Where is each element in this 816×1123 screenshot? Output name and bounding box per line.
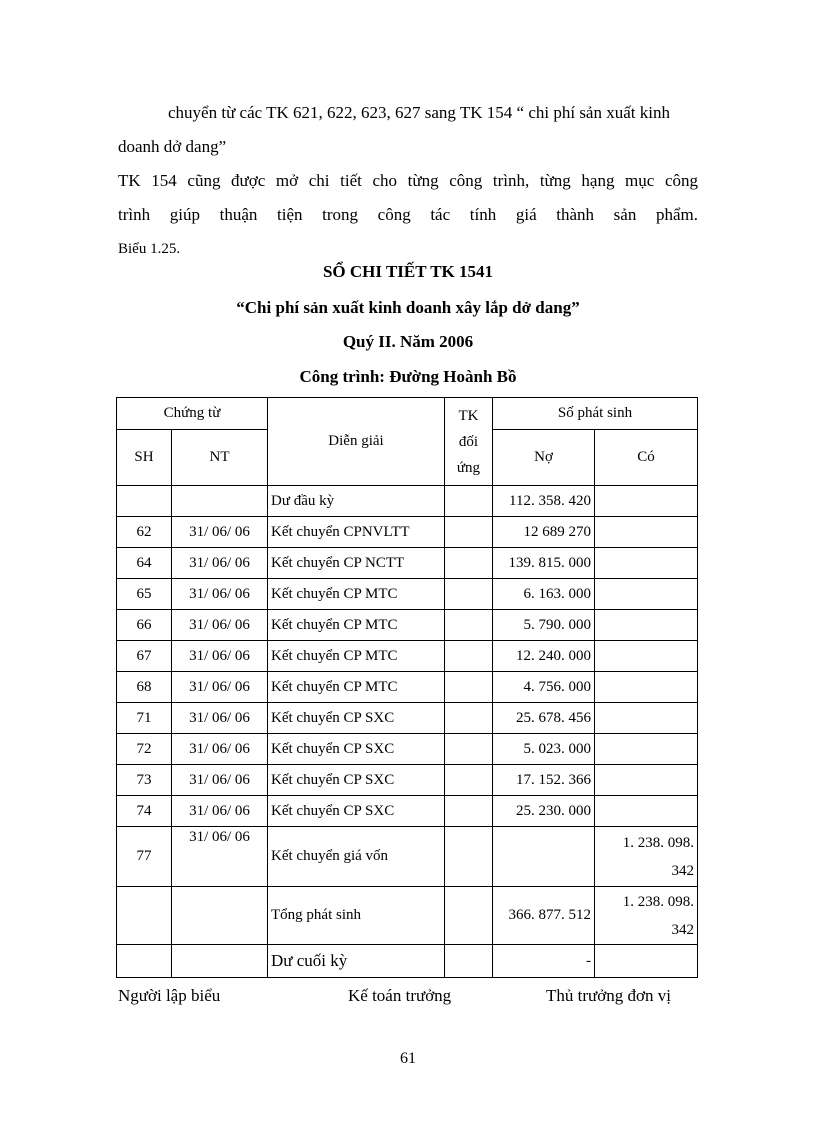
credit-part-2: 342 bbox=[671, 862, 694, 879]
cell-nt: 31/ 06/ 06 bbox=[172, 517, 268, 548]
cell-tk bbox=[445, 672, 493, 703]
cell-debit: 366. 877. 512 bbox=[493, 887, 595, 945]
cell-debit: 4. 756. 000 bbox=[493, 672, 595, 703]
credit-part-1: 1. 238. 098. bbox=[622, 893, 694, 910]
cell-sh: 66 bbox=[117, 610, 172, 641]
cell-debit: 12. 240. 000 bbox=[493, 641, 595, 672]
cell-nt: 31/ 06/ 06 bbox=[172, 734, 268, 765]
cell-credit bbox=[595, 517, 698, 548]
cell-debit: 139. 815. 000 bbox=[493, 548, 595, 579]
cell-debit: - bbox=[493, 945, 595, 978]
cell-desc: Kết chuyển CP SXC bbox=[268, 703, 445, 734]
cell-nt: 31/ 06/ 06 bbox=[172, 703, 268, 734]
table-row bbox=[117, 517, 698, 548]
cell-desc: Kết chuyển CP MTC bbox=[268, 672, 445, 703]
cell-desc: Kết chuyển CP MTC bbox=[268, 641, 445, 672]
cell-nt: 31/ 06/ 06 bbox=[172, 672, 268, 703]
cell-tk bbox=[445, 579, 493, 610]
table-row bbox=[117, 579, 698, 610]
cell-tk bbox=[445, 887, 493, 945]
cell-credit bbox=[595, 765, 698, 796]
cell-desc: Dư đầu kỳ bbox=[268, 486, 445, 517]
header-debit: Nợ bbox=[493, 430, 595, 486]
ledger-title: SỔ CHI TIẾT TK 1541 bbox=[322, 262, 494, 281]
cell-debit: 12 689 270 bbox=[493, 517, 595, 548]
cell-nt bbox=[172, 887, 268, 945]
cell-desc: Dư cuối kỳ bbox=[268, 945, 445, 978]
page-number: 61 bbox=[400, 1050, 416, 1067]
cell-desc: Kết chuyển CP MTC bbox=[268, 610, 445, 641]
signature-director: Thủ trưởng đơn vị bbox=[546, 986, 671, 1005]
credit-part-2: 342 bbox=[671, 921, 694, 938]
cell-nt bbox=[172, 945, 268, 978]
cell-sh bbox=[117, 486, 172, 517]
table-row bbox=[117, 548, 698, 579]
cell-credit bbox=[595, 548, 698, 579]
ledger-project: Công trình: Đường Hoành Bồ bbox=[299, 367, 517, 386]
header-nt: NT bbox=[172, 430, 268, 486]
cell-desc: Kết chuyển CP SXC bbox=[268, 734, 445, 765]
cell-nt: 31/ 06/ 06 bbox=[172, 579, 268, 610]
cell-desc: Kết chuyển CP SXC bbox=[268, 765, 445, 796]
cell-tk bbox=[445, 517, 493, 548]
cell-debit: 25. 230. 000 bbox=[493, 796, 595, 827]
cell-sh: 71 bbox=[117, 703, 172, 734]
header-credit: Có bbox=[595, 430, 698, 486]
cell-sh bbox=[117, 945, 172, 978]
cell-desc: Tổng phát sinh bbox=[268, 887, 445, 945]
header-voucher: Chứng từ bbox=[117, 398, 268, 430]
table-row bbox=[117, 486, 698, 517]
cell-tk bbox=[445, 765, 493, 796]
header-contra-account: TK đối ứng bbox=[445, 398, 493, 486]
cell-tk bbox=[445, 945, 493, 978]
cell-desc: Kết chuyển CP NCTT bbox=[268, 548, 445, 579]
header-description: Diễn giải bbox=[268, 398, 445, 486]
cell-tk bbox=[445, 827, 493, 887]
cell-sh: 74 bbox=[117, 796, 172, 827]
cell-desc: Kết chuyển CP MTC bbox=[268, 579, 445, 610]
body-paragraph-line-2: trình giúp thuận tiện trong công tác tính giá thành sản phẩm. bbox=[118, 205, 698, 224]
cell-sh: 68 bbox=[117, 672, 172, 703]
ledger-table bbox=[116, 397, 698, 978]
cell-nt: 31/ 06/ 06 bbox=[172, 610, 268, 641]
cell-tk bbox=[445, 486, 493, 517]
cell-debit: 17. 152. 366 bbox=[493, 765, 595, 796]
cell-sh: 64 bbox=[117, 548, 172, 579]
table-row bbox=[117, 641, 698, 672]
cell-tk bbox=[445, 610, 493, 641]
cell-nt: 31/ 06/ 06 bbox=[172, 548, 268, 579]
cell-credit bbox=[595, 945, 698, 978]
signature-preparer: Người lập biểu bbox=[118, 986, 221, 1005]
cell-credit bbox=[595, 641, 698, 672]
signature-accountant: Kế toán trưởng bbox=[348, 986, 452, 1005]
cell-debit bbox=[493, 827, 595, 887]
cell-nt: 31/ 06/ 06 bbox=[172, 641, 268, 672]
table-row bbox=[117, 796, 698, 827]
table-row bbox=[117, 765, 698, 796]
cell-credit bbox=[595, 703, 698, 734]
ledger-subtitle: “Chi phí sản xuất kinh doanh xây lắp dở dang” bbox=[236, 298, 580, 317]
table-row bbox=[117, 734, 698, 765]
credit-part-1: 1. 238. 098. bbox=[622, 834, 694, 851]
cell-sh: 65 bbox=[117, 579, 172, 610]
table-row-total bbox=[117, 887, 698, 945]
cell-sh: 77 bbox=[117, 827, 172, 887]
intro-paragraph: chuyển từ các TK 621, 622, 623, 627 sang TK 154 “ chi phí sản xuất kinh doanh dở dang” bbox=[118, 103, 670, 156]
cell-debit: 112. 358. 420 bbox=[493, 486, 595, 517]
cell-debit: 5. 790. 000 bbox=[493, 610, 595, 641]
cell-nt: 31/ 06/ 06 bbox=[172, 796, 268, 827]
cell-sh bbox=[117, 887, 172, 945]
cell-credit bbox=[595, 610, 698, 641]
cell-sh: 62 bbox=[117, 517, 172, 548]
cell-debit: 5. 023. 000 bbox=[493, 734, 595, 765]
cell-nt: 31/ 06/ 06 bbox=[172, 827, 268, 887]
cell-tk bbox=[445, 703, 493, 734]
cell-credit bbox=[595, 734, 698, 765]
cell-sh: 73 bbox=[117, 765, 172, 796]
cell-credit bbox=[595, 827, 698, 887]
table-row bbox=[117, 672, 698, 703]
cell-nt bbox=[172, 486, 268, 517]
cell-credit bbox=[595, 796, 698, 827]
figure-label: Biểu 1.25. bbox=[118, 241, 181, 257]
cell-desc: Kết chuyển CPNVLTT bbox=[268, 517, 445, 548]
table-row bbox=[117, 610, 698, 641]
cell-tk bbox=[445, 548, 493, 579]
cell-sh: 72 bbox=[117, 734, 172, 765]
cell-credit bbox=[595, 887, 698, 945]
table-row-closing bbox=[117, 945, 698, 978]
cell-tk bbox=[445, 796, 493, 827]
header-amount: Số phát sinh bbox=[493, 398, 698, 430]
cell-desc: Kết chuyển giá vốn bbox=[268, 827, 445, 887]
cell-desc: Kết chuyển CP SXC bbox=[268, 796, 445, 827]
cell-tk bbox=[445, 734, 493, 765]
header-sh: SH bbox=[117, 430, 172, 486]
cell-credit bbox=[595, 579, 698, 610]
cell-sh: 67 bbox=[117, 641, 172, 672]
body-paragraph-line-1: TK 154 cũng được mở chi tiết cho từng công trình, từng hạng mục công bbox=[118, 171, 698, 190]
cell-credit bbox=[595, 672, 698, 703]
table-row bbox=[117, 703, 698, 734]
cell-debit: 25. 678. 456 bbox=[493, 703, 595, 734]
cell-debit: 6. 163. 000 bbox=[493, 579, 595, 610]
table-row-cost-of-goods bbox=[117, 827, 698, 887]
cell-credit bbox=[595, 486, 698, 517]
cell-tk bbox=[445, 641, 493, 672]
cell-nt: 31/ 06/ 06 bbox=[172, 765, 268, 796]
ledger-period: Quý II. Năm 2006 bbox=[342, 332, 474, 351]
